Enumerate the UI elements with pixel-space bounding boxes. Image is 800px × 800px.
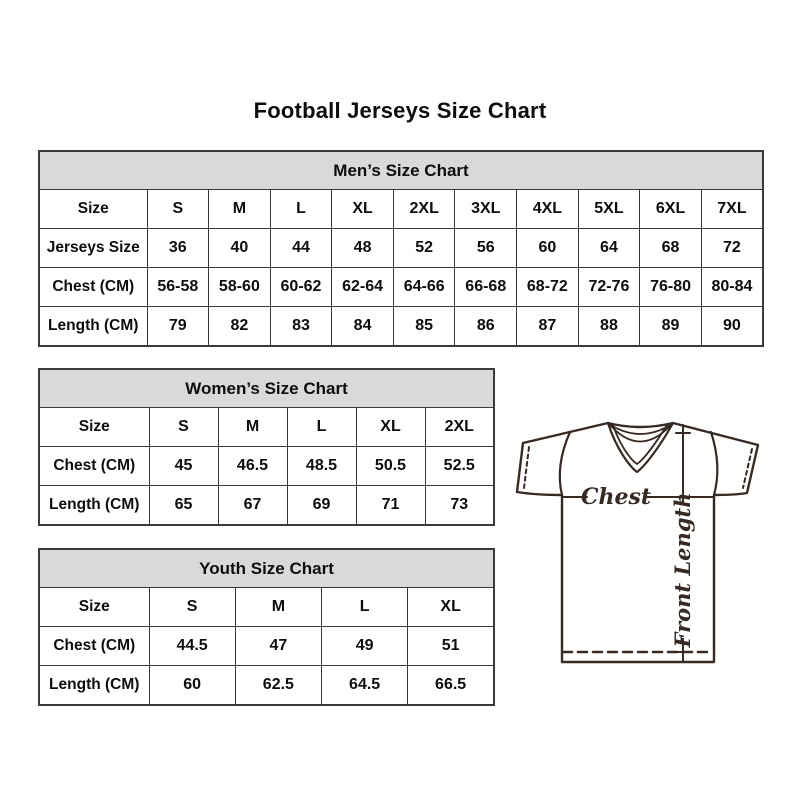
table-row bbox=[39, 268, 763, 307]
value-cell: XL bbox=[332, 190, 394, 229]
value-cell: 62-64 bbox=[332, 268, 394, 307]
value-cell: XL bbox=[356, 408, 425, 447]
value-cell: 72 bbox=[701, 229, 763, 268]
table-title: Women’s Size Chart bbox=[39, 369, 494, 408]
youth-size-chart-table bbox=[38, 548, 495, 706]
row-label: Size bbox=[39, 588, 149, 627]
value-cell: 85 bbox=[393, 307, 455, 347]
table-header-row bbox=[39, 549, 494, 588]
value-cell: 56 bbox=[455, 229, 517, 268]
table-title: Men’s Size Chart bbox=[39, 151, 763, 190]
row-label: Length (CM) bbox=[39, 666, 149, 706]
value-cell: XL bbox=[408, 588, 494, 627]
chest-label: Chest bbox=[580, 484, 652, 510]
value-cell: 68-72 bbox=[517, 268, 579, 307]
value-cell: 52.5 bbox=[425, 447, 494, 486]
value-cell: 6XL bbox=[640, 190, 702, 229]
value-cell: 60 bbox=[149, 666, 235, 706]
row-label: Length (CM) bbox=[39, 486, 149, 526]
mens-size-chart-table bbox=[38, 150, 764, 347]
value-cell: 88 bbox=[578, 307, 640, 347]
value-cell: 58-60 bbox=[209, 268, 271, 307]
value-cell: 36 bbox=[147, 229, 209, 268]
value-cell: 73 bbox=[425, 486, 494, 526]
value-cell: 72-76 bbox=[578, 268, 640, 307]
value-cell: 56-58 bbox=[147, 268, 209, 307]
value-cell: M bbox=[218, 408, 287, 447]
value-cell: 44 bbox=[270, 229, 332, 268]
value-cell: 62.5 bbox=[235, 666, 321, 706]
value-cell: 2XL bbox=[425, 408, 494, 447]
value-cell: 66-68 bbox=[455, 268, 517, 307]
value-cell: 51 bbox=[408, 627, 494, 666]
youth-table bbox=[38, 548, 495, 706]
value-cell: 64 bbox=[578, 229, 640, 268]
table-row bbox=[39, 627, 494, 666]
value-cell: 60 bbox=[517, 229, 579, 268]
value-cell: L bbox=[287, 408, 356, 447]
value-cell: 86 bbox=[455, 307, 517, 347]
front-length-label: Front Length bbox=[670, 492, 695, 648]
value-cell: 60-62 bbox=[270, 268, 332, 307]
value-cell: 87 bbox=[517, 307, 579, 347]
value-cell: 65 bbox=[149, 486, 218, 526]
value-cell: 89 bbox=[640, 307, 702, 347]
table-row bbox=[39, 666, 494, 706]
table-row bbox=[39, 190, 763, 229]
value-cell: M bbox=[235, 588, 321, 627]
table-row bbox=[39, 588, 494, 627]
value-cell: 66.5 bbox=[408, 666, 494, 706]
value-cell: 48 bbox=[332, 229, 394, 268]
value-cell: 67 bbox=[218, 486, 287, 526]
value-cell: 49 bbox=[322, 627, 408, 666]
value-cell: 5XL bbox=[578, 190, 640, 229]
value-cell: S bbox=[149, 408, 218, 447]
table-row bbox=[39, 447, 494, 486]
table-header-row bbox=[39, 151, 763, 190]
mens-table bbox=[38, 150, 764, 347]
value-cell: 84 bbox=[332, 307, 394, 347]
value-cell: 80-84 bbox=[701, 268, 763, 307]
row-label: Chest (CM) bbox=[39, 447, 149, 486]
row-label: Size bbox=[39, 408, 149, 447]
value-cell: 3XL bbox=[455, 190, 517, 229]
table-row bbox=[39, 229, 763, 268]
value-cell: 46.5 bbox=[218, 447, 287, 486]
value-cell: 79 bbox=[147, 307, 209, 347]
value-cell: 52 bbox=[393, 229, 455, 268]
value-cell: 44.5 bbox=[149, 627, 235, 666]
womens-table bbox=[38, 368, 495, 526]
value-cell: L bbox=[322, 588, 408, 627]
value-cell: 64.5 bbox=[322, 666, 408, 706]
value-cell: 76-80 bbox=[640, 268, 702, 307]
value-cell: 7XL bbox=[701, 190, 763, 229]
value-cell: 90 bbox=[701, 307, 763, 347]
value-cell: 4XL bbox=[517, 190, 579, 229]
jersey-diagram-svg bbox=[503, 398, 773, 668]
row-label: Size bbox=[39, 190, 147, 229]
table-row bbox=[39, 408, 494, 447]
row-label: Jerseys Size bbox=[39, 229, 147, 268]
row-label: Chest (CM) bbox=[39, 627, 149, 666]
womens-size-chart-table bbox=[38, 368, 495, 526]
table-title: Youth Size Chart bbox=[39, 549, 494, 588]
jersey-outline-path bbox=[517, 423, 758, 662]
value-cell: M bbox=[209, 190, 271, 229]
value-cell: L bbox=[270, 190, 332, 229]
value-cell: 64-66 bbox=[393, 268, 455, 307]
value-cell: 40 bbox=[209, 229, 271, 268]
row-label: Length (CM) bbox=[39, 307, 147, 347]
value-cell: 45 bbox=[149, 447, 218, 486]
value-cell: 47 bbox=[235, 627, 321, 666]
value-cell: S bbox=[147, 190, 209, 229]
table-header-row bbox=[39, 369, 494, 408]
table-row bbox=[39, 307, 763, 347]
value-cell: 2XL bbox=[393, 190, 455, 229]
value-cell: S bbox=[149, 588, 235, 627]
jersey-measurement-diagram bbox=[503, 398, 773, 668]
value-cell: 71 bbox=[356, 486, 425, 526]
value-cell: 48.5 bbox=[287, 447, 356, 486]
value-cell: 69 bbox=[287, 486, 356, 526]
page-title: Football Jerseys Size Chart bbox=[253, 98, 547, 123]
value-cell: 82 bbox=[209, 307, 271, 347]
value-cell: 50.5 bbox=[356, 447, 425, 486]
table-row bbox=[39, 486, 494, 526]
row-label: Chest (CM) bbox=[39, 268, 147, 307]
value-cell: 83 bbox=[270, 307, 332, 347]
value-cell: 68 bbox=[640, 229, 702, 268]
